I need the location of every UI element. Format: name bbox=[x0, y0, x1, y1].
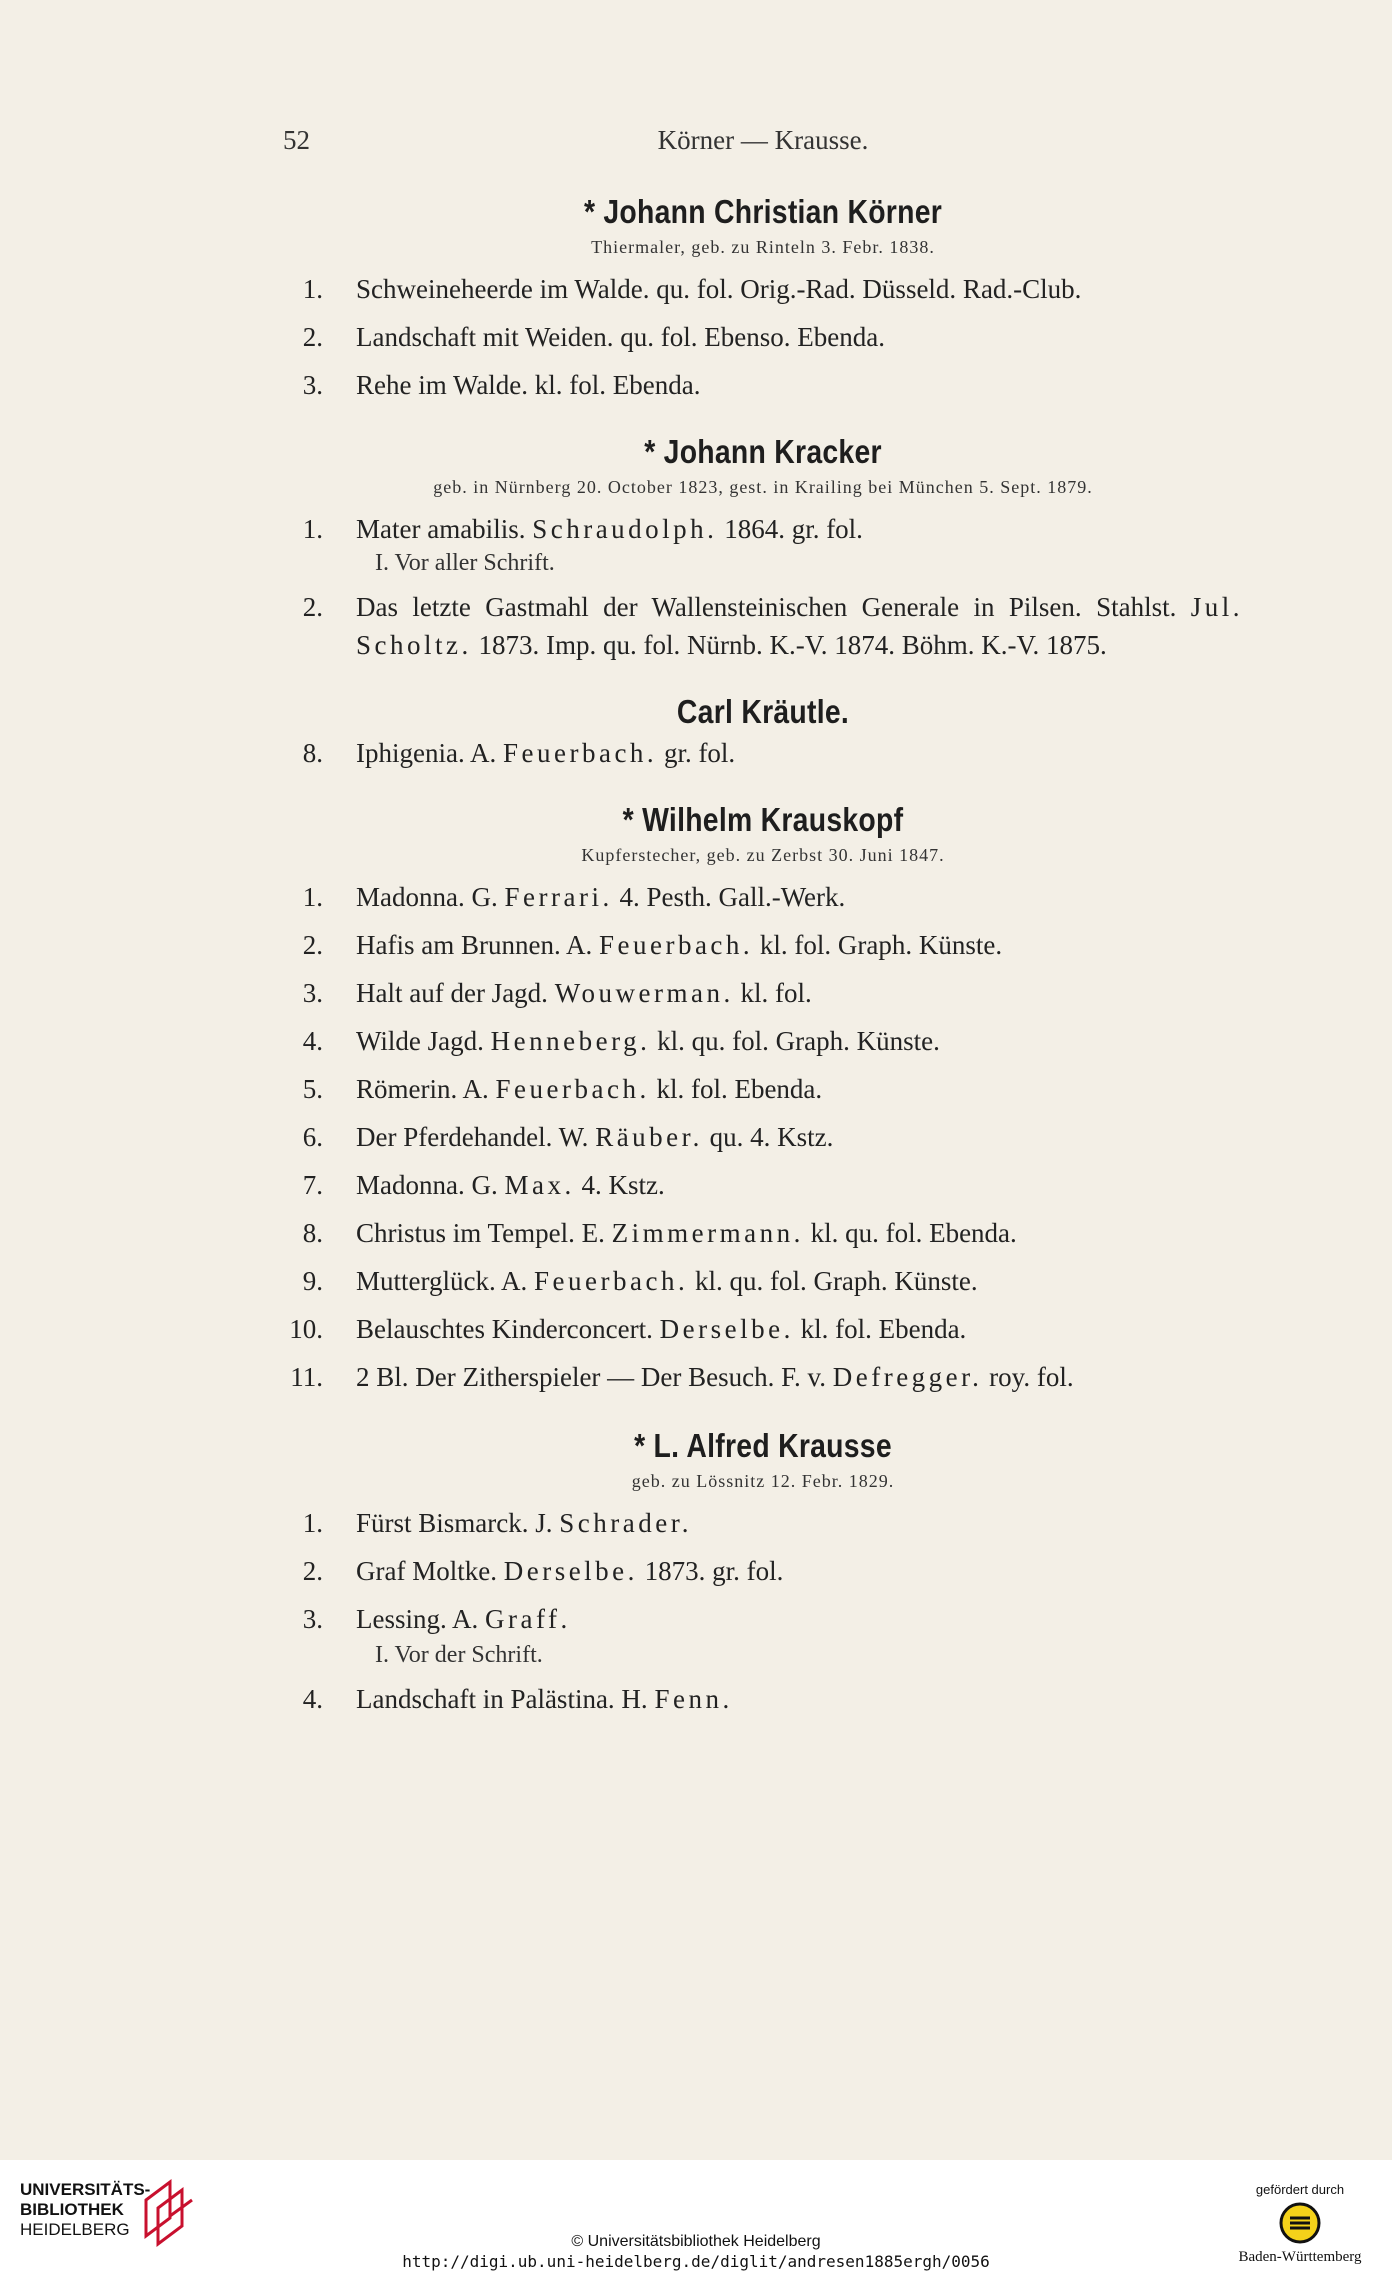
artist-heading bbox=[283, 798, 1243, 868]
entry-text bbox=[356, 1070, 1243, 1108]
library-name-line3: HEIDELBERG bbox=[20, 2220, 130, 2239]
entry-text bbox=[356, 734, 1243, 772]
artist-subtitle: Thiermaler, geb. zu Rinteln 3. Febr. 1838. bbox=[591, 237, 935, 257]
entry-details: gr. fol. bbox=[657, 738, 736, 768]
entry-details: 1873. Imp. qu. fol. Nürnb. K.-V. 1874. Böhm. K.-V. 1875. bbox=[471, 630, 1107, 660]
catalogue-entry bbox=[283, 588, 1243, 664]
catalogue-entry bbox=[283, 734, 1243, 772]
entry-engraver: Ferrari. bbox=[504, 882, 613, 912]
entry-text bbox=[356, 1680, 1243, 1718]
entry-title: Der Pferdehandel. W. bbox=[356, 1122, 596, 1152]
entry-text bbox=[356, 1022, 1243, 1060]
entry-text: Rehe im Walde. kl. fol. Ebenda. bbox=[356, 370, 701, 400]
entry-engraver: Feuerbach. bbox=[534, 1266, 689, 1296]
entry-engraver: Räuber. bbox=[595, 1122, 703, 1152]
entry-details: kl. fol. bbox=[733, 978, 812, 1008]
entry-title: Fürst Bismarck. J. bbox=[356, 1508, 560, 1538]
catalogue-entry bbox=[283, 1214, 1243, 1252]
entry-text bbox=[356, 1552, 1243, 1590]
entry-text bbox=[356, 1214, 1243, 1252]
page-number: 52 bbox=[283, 125, 310, 155]
artist-name: Carl Kräutle. bbox=[676, 693, 850, 730]
entry-number: 6. bbox=[302, 1122, 323, 1152]
entry-text bbox=[356, 878, 1243, 916]
entry-title: Das letzte Gastmahl der Wallensteinischen Generale in Pilsen. Stahlst. bbox=[356, 592, 1191, 622]
entry-engraver: Schrader. bbox=[559, 1508, 692, 1538]
catalogue-entry bbox=[283, 1680, 1243, 1718]
catalogue-entry bbox=[283, 1504, 1243, 1542]
entry-number: 5. bbox=[302, 1074, 323, 1104]
entry-text: Schweineheerde im Walde. qu. fol. Orig.-Rad. Düsseld. Rad.-Club. bbox=[356, 274, 1082, 304]
entry-details: kl. fol. Ebenda. bbox=[793, 1314, 967, 1344]
artist-name: * Wilhelm Krauskopf bbox=[622, 801, 904, 838]
catalogue-entry bbox=[283, 1310, 1243, 1348]
entry-title: Landschaft in Palästina. H. bbox=[356, 1684, 655, 1714]
entry-engraver: Derselbe. bbox=[659, 1314, 794, 1344]
artist-heading bbox=[283, 430, 1243, 500]
entry-text bbox=[356, 1118, 1243, 1156]
entry-number: 3. bbox=[302, 370, 323, 400]
entry-title: Halt auf der Jagd. bbox=[356, 978, 555, 1008]
entry-note: I. Vor der Schrift. bbox=[375, 1642, 543, 1668]
catalogue-entry bbox=[283, 926, 1243, 964]
entry-number: 10. bbox=[289, 1314, 323, 1344]
entry-number: 4. bbox=[302, 1026, 323, 1056]
library-logo[interactable] bbox=[20, 2180, 150, 2240]
entry-details: kl. qu. fol. Graph. Künste. bbox=[650, 1026, 940, 1056]
artist-heading bbox=[283, 190, 1243, 260]
artist-subtitle: geb. in Nürnberg 20. October 1823, gest. in Krailing bei München 5. Sept. 1879. bbox=[433, 477, 1093, 497]
funder-block bbox=[1230, 2182, 1370, 2266]
entry-text bbox=[356, 1358, 1243, 1396]
entry-number: 4. bbox=[302, 1684, 323, 1714]
entry-title: Wilde Jagd. bbox=[356, 1026, 491, 1056]
entry-details: 4. Pesth. Gall.-Werk. bbox=[612, 882, 846, 912]
entry-engraver: Jul. Scholtz. bbox=[356, 592, 1243, 660]
library-name-line2: BIBLIOTHEK bbox=[20, 2200, 124, 2219]
entry-number: 2. bbox=[302, 1556, 323, 1586]
state-crest-icon bbox=[1278, 2201, 1322, 2245]
artist-heading bbox=[283, 1424, 1243, 1494]
catalogue-entry bbox=[283, 318, 1243, 356]
artist-name: * L. Alfred Krausse bbox=[634, 1427, 892, 1464]
catalogue-entry bbox=[283, 1358, 1243, 1396]
entry-text bbox=[356, 974, 1243, 1012]
entry-title: Graf Moltke. bbox=[356, 1556, 504, 1586]
source-url-link[interactable]: http://digi.ub.uni-heidelberg.de/diglit/andresen1885ergh/0056 bbox=[402, 2252, 990, 2271]
entry-details: 1873. gr. fol. bbox=[637, 1556, 784, 1586]
entry-title: Mater amabilis. bbox=[356, 514, 533, 544]
entry-title: Mutterglück. A. bbox=[356, 1266, 534, 1296]
catalogue-entry bbox=[283, 1600, 1243, 1638]
entry-title: Hafis am Brunnen. A. bbox=[356, 930, 599, 960]
entry-details: 1864. gr. fol. bbox=[717, 514, 863, 544]
entry-details: kl. fol. Ebenda. bbox=[649, 1074, 823, 1104]
entry-title: Madonna. G. bbox=[356, 882, 505, 912]
entry-text bbox=[356, 1262, 1243, 1300]
entry-text bbox=[356, 1504, 1243, 1542]
catalogue-entry bbox=[283, 270, 1243, 308]
artist-heading bbox=[283, 690, 1243, 734]
entry-details: kl. qu. fol. Graph. Künste. bbox=[688, 1266, 978, 1296]
entry-details: kl. qu. fol. Ebenda. bbox=[803, 1218, 1017, 1248]
entry-details: roy. fol. bbox=[982, 1362, 1074, 1392]
artist-name: * Johann Christian Körner bbox=[583, 193, 943, 230]
entry-text bbox=[356, 510, 1243, 548]
entry-title: Iphigenia. A. bbox=[356, 738, 503, 768]
catalogue-content bbox=[283, 190, 1243, 1728]
catalogue-entry bbox=[283, 510, 1243, 548]
catalogue-entry bbox=[283, 1022, 1243, 1060]
entry-number: 7. bbox=[302, 1170, 323, 1200]
artist-subtitle: Kupferstecher, geb. zu Zerbst 30. Juni 1847. bbox=[581, 845, 945, 865]
entry-engraver: Fenn. bbox=[654, 1684, 733, 1714]
entry-details: kl. fol. Graph. Künste. bbox=[753, 930, 1003, 960]
entry-text: Landschaft mit Weiden. qu. fol. Ebenso. Ebenda. bbox=[356, 322, 885, 352]
funder-state-name: Baden-Württemberg bbox=[1238, 2249, 1362, 2265]
entry-title: Römerin. A. bbox=[356, 1074, 496, 1104]
entry-number: 9. bbox=[302, 1266, 323, 1296]
entry-number: 11. bbox=[290, 1362, 323, 1392]
entry-number: 2. bbox=[302, 322, 323, 352]
entry-number: 8. bbox=[302, 738, 323, 768]
entry-engraver: Wouwerman. bbox=[554, 978, 734, 1008]
entry-number: 1. bbox=[302, 514, 323, 544]
funded-by-label: gefördert durch bbox=[1255, 2182, 1345, 2197]
library-name-line1: UNIVERSITÄTS- bbox=[20, 2180, 151, 2199]
catalogue-entry bbox=[283, 878, 1243, 916]
entry-text bbox=[356, 1166, 1243, 1204]
entry-text bbox=[356, 1310, 1243, 1348]
entry-number: 3. bbox=[302, 978, 323, 1008]
running-title: Körner — Krausse. bbox=[657, 125, 869, 155]
catalogue-entry bbox=[283, 1262, 1243, 1300]
entry-title: Belauschtes Kinderconcert. bbox=[356, 1314, 660, 1344]
entry-engraver: Zimmermann. bbox=[611, 1218, 804, 1248]
catalogue-entry bbox=[283, 366, 1243, 404]
entry-title: 2 Bl. Der Zitherspieler — Der Besuch. F. v. bbox=[356, 1362, 833, 1392]
artist-name: * Johann Kracker bbox=[644, 433, 882, 470]
entry-engraver: Defregger. bbox=[832, 1362, 983, 1392]
entry-text bbox=[356, 588, 1243, 664]
entry-text bbox=[356, 1600, 1243, 1638]
copyright-notice: © Universitätsbibliothek Heidelberg bbox=[571, 2233, 821, 2250]
entry-engraver: Max. bbox=[504, 1170, 575, 1200]
entry-title: Madonna. G. bbox=[356, 1170, 505, 1200]
entry-engraver: Graff. bbox=[485, 1604, 571, 1634]
entry-title: Christus im Tempel. E. bbox=[356, 1218, 612, 1248]
entry-engraver: Feuerbach. bbox=[598, 930, 754, 960]
entry-number: 1. bbox=[302, 1508, 323, 1538]
entry-number: 2. bbox=[302, 930, 323, 960]
entry-engraver: Feuerbach. bbox=[495, 1074, 650, 1104]
entry-number: 8. bbox=[302, 1218, 323, 1248]
catalogue-entry bbox=[283, 1552, 1243, 1590]
catalogue-entry bbox=[283, 1070, 1243, 1108]
catalogue-entry bbox=[283, 1118, 1243, 1156]
entry-engraver: Derselbe. bbox=[503, 1556, 638, 1586]
entry-details: qu. 4. Kstz. bbox=[702, 1122, 834, 1152]
page-footer bbox=[0, 2160, 1392, 2277]
entry-details: 4. Kstz. bbox=[574, 1170, 665, 1200]
entry-engraver: Henneberg. bbox=[490, 1026, 651, 1056]
entry-note: I. Vor aller Schrift. bbox=[375, 550, 555, 576]
entry-number: 1. bbox=[302, 882, 323, 912]
entry-text bbox=[356, 926, 1243, 964]
catalogue-entry bbox=[283, 1166, 1243, 1204]
artist-subtitle: geb. zu Lössnitz 12. Febr. 1829. bbox=[631, 1471, 895, 1491]
entry-engraver: Feuerbach. bbox=[502, 738, 658, 768]
catalogue-entry bbox=[283, 974, 1243, 1012]
entry-engraver: Schraudolph. bbox=[532, 514, 718, 544]
entry-title: Lessing. A. bbox=[356, 1604, 486, 1634]
entry-number: 3. bbox=[302, 1604, 323, 1634]
entry-number: 1. bbox=[302, 274, 323, 304]
entry-number: 2. bbox=[302, 592, 323, 622]
